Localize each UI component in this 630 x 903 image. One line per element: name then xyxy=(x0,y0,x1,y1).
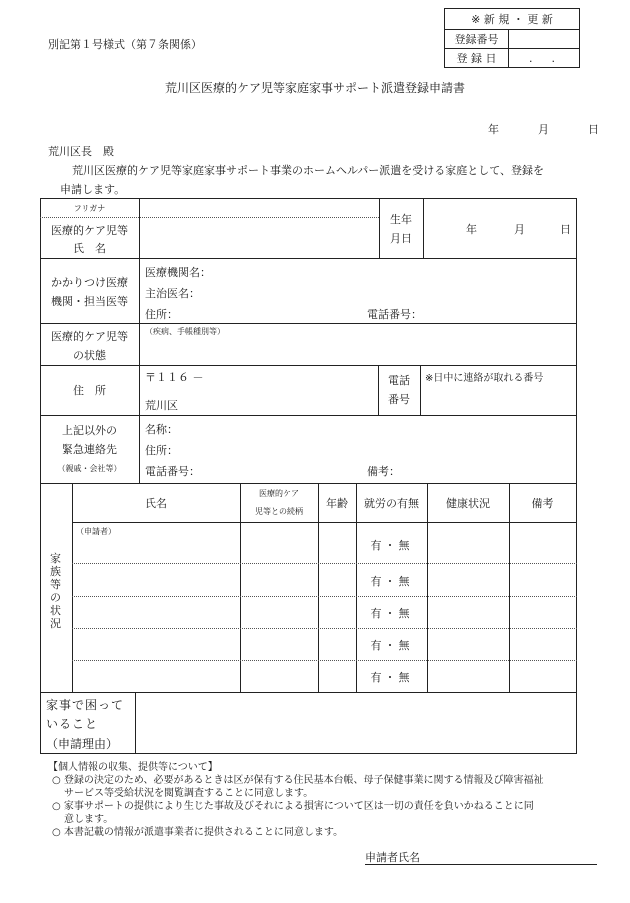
privacy-item-2-line-2: 意します。 xyxy=(64,814,114,825)
housework-label-1: 家事で困って xyxy=(46,698,125,712)
addressee: 荒川区長 殿 xyxy=(48,145,114,158)
family-header-remarks: 備考 xyxy=(531,497,554,510)
privacy-item-3: ○ 本書記載の情報が派遣事業者に提供されることに同意します。 xyxy=(52,827,344,838)
privacy-item-1-line-2: サービス等受給状況を閲覧調査することに同意します。 xyxy=(64,788,314,799)
privacy-item-1-line-1: ○ 登録の決定のため、必要があるときは区が保有する住民基本台帳、母子保健事業に関する情報及び障害福祉 xyxy=(52,775,544,786)
condition-input[interactable] xyxy=(140,324,576,364)
medical-institution-field[interactable]: 医療機関名： xyxy=(145,266,211,279)
medical-phone-field[interactable]: 電話番号： xyxy=(367,308,422,321)
family-header-name: 氏名 xyxy=(145,497,167,510)
housework-input[interactable] xyxy=(136,693,576,753)
reg-number-label: 登録番号 xyxy=(445,30,509,49)
medical-label-1: かかりつけ医療 xyxy=(51,276,128,289)
reg-number-field[interactable] xyxy=(509,30,580,49)
condition-label-1: 医療的ケア児等 xyxy=(51,330,128,343)
form-number: 別記第１号様式（第７条関係） xyxy=(48,38,202,51)
birth-label-2: 月日 xyxy=(390,232,412,245)
family-header-employment: 就労の有無 xyxy=(364,497,419,510)
emergency-name-field[interactable]: 名称： xyxy=(145,423,178,436)
address-label: 住 所 xyxy=(73,384,106,397)
condition-label-2: の状態 xyxy=(73,349,106,362)
family-row-employment[interactable]: 有・無 xyxy=(370,607,413,620)
family-header-relation-1: 医療的ケア xyxy=(259,489,299,498)
postal-code-field[interactable]: 〒１１６ － xyxy=(145,371,204,384)
address-phone-label-2: 番号 xyxy=(388,393,410,406)
emergency-address-field[interactable]: 住所： xyxy=(145,444,178,457)
birth-year: 年 xyxy=(466,223,477,236)
privacy-heading: 【個人情報の収集、提供等について】 xyxy=(48,762,218,773)
page-title: 荒川区医療的ケア児等家庭家事サポート派遣登録申請書 xyxy=(164,81,465,95)
date-day: 日 xyxy=(588,123,599,136)
address-phone-label-1: 電話 xyxy=(388,374,410,387)
date-month: 月 xyxy=(538,123,549,136)
child-name-input[interactable] xyxy=(140,218,378,257)
reg-date-field[interactable]: . . xyxy=(509,49,580,68)
signature-line[interactable] xyxy=(365,864,597,865)
family-row-employment[interactable]: 有・無 xyxy=(370,575,413,588)
registration-box xyxy=(444,8,580,68)
family-row-employment[interactable]: 有・無 xyxy=(370,539,413,552)
family-header-relation-2: 児等との続柄 xyxy=(255,507,303,516)
emergency-label-2: 緊急連絡先 xyxy=(62,443,117,456)
family-row-employment[interactable]: 有・無 xyxy=(370,639,413,652)
emergency-remarks-field[interactable]: 備考： xyxy=(367,465,400,478)
housework-label-3: （申請理由） xyxy=(46,737,119,751)
signature-label: 申請者氏名 xyxy=(365,851,420,864)
birth-month: 月 xyxy=(514,223,525,236)
date-year: 年 xyxy=(488,123,499,136)
emergency-phone-field[interactable]: 電話番号： xyxy=(145,465,200,478)
emergency-label-3: （親戚・会社等） xyxy=(57,464,122,473)
privacy-item-2-line-1: ○ 家事サポートの提供により生じた事故及びそれによる損害について区は一切の責任を負いかねることに同 xyxy=(52,801,534,812)
family-header-age: 年齢 xyxy=(326,497,348,510)
new-renew-label: ※ 新 規 ・ 更 新 xyxy=(445,9,580,30)
reg-date-label: 登 録 日 xyxy=(445,49,509,68)
family-header-health: 健康状況 xyxy=(446,497,490,510)
condition-note: （疾病、手帳種別等） xyxy=(145,327,225,336)
furigana-input[interactable] xyxy=(140,199,378,217)
intro-line-1: 荒川区医療的ケア児等家庭家事サポート事業のホームヘルパー派遣を受ける家庭として、登録を xyxy=(72,164,545,177)
medical-doctor-field[interactable]: 主治医名： xyxy=(145,287,200,300)
family-section-label: 家族等の状況 xyxy=(50,552,61,630)
intro-line-2: 申請します。 xyxy=(60,183,126,196)
address-city-field[interactable]: 荒川区 xyxy=(145,399,178,412)
birth-label-1: 生年 xyxy=(390,213,412,226)
birth-day: 日 xyxy=(560,223,571,236)
child-name-label-1: 医療的ケア児等 xyxy=(51,224,128,237)
medical-address-field[interactable]: 住所： xyxy=(145,308,178,321)
furigana-label: フリガナ xyxy=(73,204,106,213)
child-name-label-2: 氏 名 xyxy=(73,242,106,255)
address-phone-input[interactable] xyxy=(421,384,575,414)
housework-label-2: いること xyxy=(46,717,99,731)
address-phone-note: ※日中に連絡が取れる番号 xyxy=(425,373,544,384)
applicant-note: （申請者） xyxy=(76,527,116,536)
family-row-employment[interactable]: 有・無 xyxy=(370,671,413,684)
emergency-label-1: 上記以外の xyxy=(62,424,117,437)
medical-label-2: 機関・担当医等 xyxy=(51,295,128,308)
